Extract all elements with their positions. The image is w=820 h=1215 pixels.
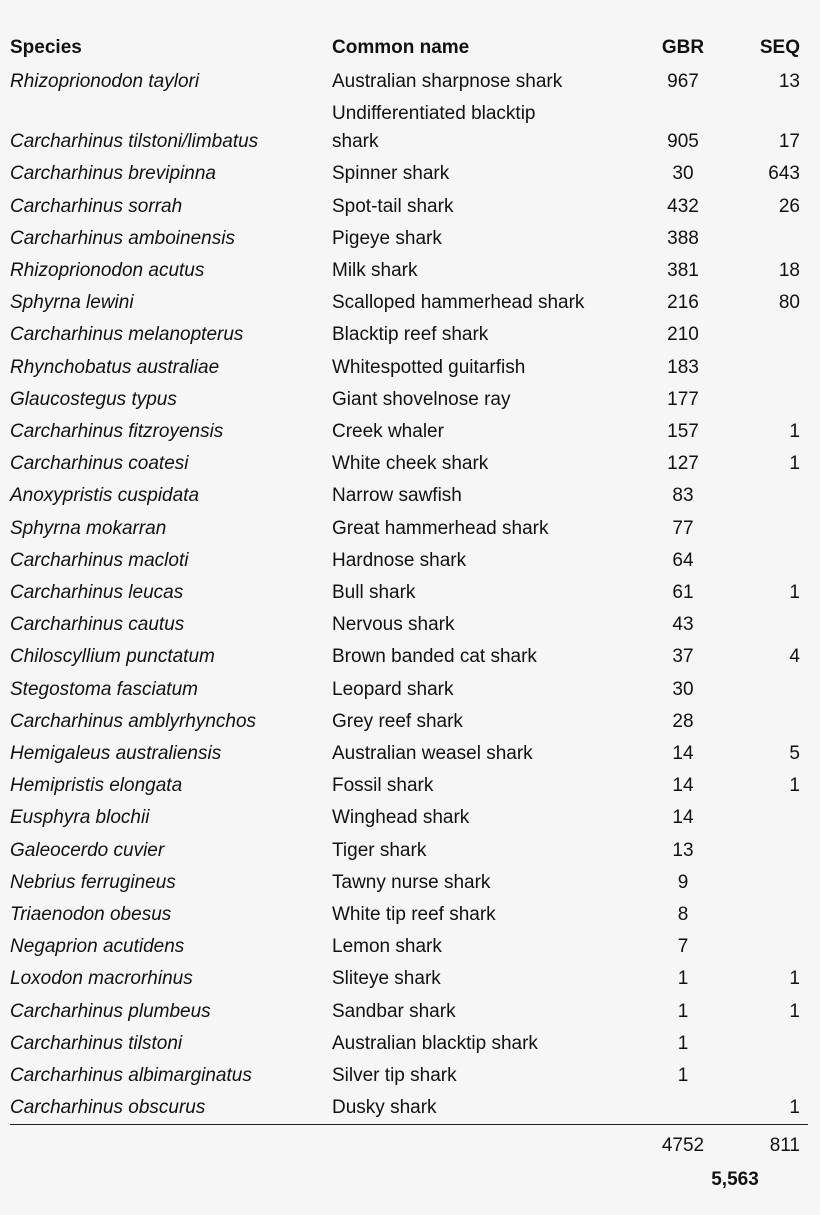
gbr-count: 183 — [667, 356, 699, 378]
species-name: Negaprion acutidens — [10, 936, 185, 958]
species-name: Carcharhinus coatesi — [10, 453, 189, 475]
common-name: Great hammerhead shark — [332, 517, 549, 539]
common-name: Pigeye shark — [332, 227, 442, 249]
species-name: Carcharhinus tilstoni/limbatus — [10, 131, 259, 153]
gbr-count: 1 — [677, 1065, 689, 1086]
table-row — [0, 517, 820, 549]
species-name: Eusphyra blochii — [10, 807, 150, 829]
seq-count: 1 — [789, 1097, 800, 1119]
gbr-total: 4752 — [661, 1135, 705, 1157]
seq-count: 1 — [789, 968, 800, 990]
species-name: Carcharhinus brevipinna — [10, 163, 216, 185]
table-row — [0, 935, 820, 967]
gbr-count: 9 — [677, 871, 689, 893]
table-header — [0, 36, 820, 64]
header-seq: SEQ — [759, 37, 800, 58]
common-name: Silver tip shark — [332, 1065, 457, 1086]
species-name: Carcharhinus fitzroyensis — [10, 421, 224, 442]
species-name: Anoxypristis cuspidata — [10, 485, 200, 507]
table-row — [0, 388, 820, 420]
gbr-count: 967 — [667, 71, 699, 92]
common-name: Hardnose shark — [332, 549, 467, 571]
table-row — [0, 871, 820, 903]
header-gbr: GBR — [661, 37, 705, 58]
gbr-count: 1 — [677, 1000, 689, 1022]
seq-count: 5 — [789, 743, 800, 764]
table-row — [0, 195, 820, 227]
table-row — [0, 613, 820, 645]
table-row — [0, 420, 820, 452]
seq-count: 1 — [789, 582, 800, 603]
common-name: Whitespotted guitarfish — [332, 356, 526, 378]
table-row — [0, 356, 820, 388]
common-name: Undifferentiated blacktip — [332, 103, 536, 125]
common-name: Creek whaler — [332, 421, 444, 442]
seq-count: 1 — [789, 775, 800, 797]
species-name: Carcharhinus amboinensis — [10, 227, 235, 249]
common-name: Australian blacktip shark — [332, 1032, 538, 1054]
common-name: Sandbar shark — [332, 1000, 456, 1022]
table-row — [0, 1096, 820, 1128]
table-row — [0, 162, 820, 194]
species-name: Triaenodon obesus — [10, 904, 172, 925]
species-name: Carcharhinus amblyrhynchos — [10, 710, 257, 732]
species-name: Nebrius ferrugineus — [10, 871, 176, 893]
species-name: Rhizoprionodon taylori — [10, 71, 200, 92]
gbr-count: 28 — [672, 710, 694, 732]
common-name: Grey reef shark — [332, 710, 463, 732]
table-row — [0, 1000, 820, 1032]
gbr-count: 37 — [672, 646, 694, 668]
seq-count: 1 — [789, 453, 800, 475]
gbr-count: 905 — [667, 131, 699, 153]
gbr-count: 432 — [667, 195, 699, 217]
header-common-name: Common name — [332, 37, 470, 58]
seq-count: 26 — [778, 195, 800, 217]
seq-count: 643 — [768, 163, 800, 185]
species-name: Rhizoprionodon acutus — [10, 260, 205, 281]
species-name: Carcharhinus obscurus — [10, 1097, 206, 1119]
gbr-count: 7 — [677, 936, 689, 958]
species-name: Sphyrna mokarran — [10, 517, 167, 539]
gbr-count: 30 — [672, 163, 694, 185]
table-row — [0, 806, 820, 838]
gbr-count: 177 — [667, 388, 699, 410]
table-row — [0, 452, 820, 484]
table-row — [0, 710, 820, 742]
grand-total: 5,563 — [711, 1169, 759, 1191]
common-name: Lemon shark — [332, 936, 442, 958]
table-row — [0, 259, 820, 291]
species-name: Stegostoma fasciatum — [10, 678, 198, 700]
seq-count: 80 — [778, 292, 800, 314]
common-name: Nervous shark — [332, 614, 455, 636]
gbr-count: 77 — [672, 517, 694, 539]
species-name: Loxodon macrorhinus — [10, 968, 193, 990]
table-row — [0, 70, 820, 102]
total-rule — [10, 1124, 808, 1125]
table-row — [0, 678, 820, 710]
common-name: Tiger shark — [332, 839, 427, 861]
species-name: Carcharhinus albimarginatus — [10, 1065, 252, 1086]
common-name: White cheek shark — [332, 453, 489, 475]
species-name: Chiloscyllium punctatum — [10, 646, 215, 668]
table-row — [0, 227, 820, 259]
table-row — [0, 903, 820, 935]
common-name: Fossil shark — [332, 775, 434, 797]
gbr-count: 64 — [672, 549, 694, 571]
seq-total: 811 — [769, 1135, 800, 1157]
seq-count: 18 — [778, 260, 800, 281]
table-row — [0, 102, 820, 153]
gbr-count: 14 — [672, 743, 694, 764]
common-name: Leopard shark — [332, 678, 454, 700]
table-row — [0, 742, 820, 774]
seq-count: 17 — [778, 131, 800, 153]
common-name: Australian sharpnose shark — [332, 71, 563, 92]
table-row — [0, 323, 820, 355]
seq-count: 1 — [789, 421, 800, 442]
gbr-count: 388 — [667, 227, 699, 249]
species-name: Carcharhinus leucas — [10, 582, 184, 603]
gbr-count: 381 — [667, 260, 699, 281]
common-name: Scalloped hammerhead shark — [332, 292, 585, 314]
table-row — [0, 1064, 820, 1096]
common-name: Blacktip reef shark — [332, 324, 489, 346]
gbr-count: 8 — [677, 904, 689, 925]
species-name: Carcharhinus macloti — [10, 549, 189, 571]
species-name: Rhynchobatus australiae — [10, 356, 220, 378]
species-name: Carcharhinus sorrah — [10, 195, 183, 217]
table-row — [0, 967, 820, 999]
common-name: Brown banded cat shark — [332, 646, 537, 668]
gbr-count: 1 — [677, 1032, 689, 1054]
seq-count: 13 — [778, 71, 800, 92]
common-name: Milk shark — [332, 260, 418, 281]
table-row — [0, 1032, 820, 1064]
table-row — [0, 291, 820, 323]
species-name: Sphyrna lewini — [10, 292, 134, 314]
table-row — [0, 839, 820, 871]
gbr-count: 30 — [672, 678, 694, 700]
common-name: Dusky shark — [332, 1097, 437, 1119]
gbr-count: 43 — [672, 614, 694, 636]
seq-count: 4 — [789, 646, 800, 668]
table-row — [0, 484, 820, 516]
gbr-count: 61 — [672, 582, 694, 603]
common-name: Sliteye shark — [332, 968, 441, 990]
common-name-line2: shark — [332, 131, 379, 153]
species-name: Glaucostegus typus — [10, 388, 177, 410]
common-name: Spot-tail shark — [332, 195, 454, 217]
header-species: Species — [10, 37, 82, 58]
gbr-count: 1 — [677, 968, 689, 990]
gbr-count: 13 — [672, 839, 694, 861]
gbr-count: 216 — [667, 292, 699, 314]
species-name: Hemipristis elongata — [10, 775, 183, 797]
gbr-count: 14 — [672, 807, 694, 829]
species-name: Carcharhinus plumbeus — [10, 1000, 211, 1022]
common-name: Giant shovelnose ray — [332, 388, 511, 410]
gbr-count: 14 — [672, 775, 694, 797]
table-row — [0, 774, 820, 806]
common-name: White tip reef shark — [332, 904, 496, 925]
table-row — [0, 549, 820, 581]
species-name: Carcharhinus cautus — [10, 614, 185, 636]
common-name: Winghead shark — [332, 807, 470, 829]
gbr-count: 127 — [667, 453, 699, 475]
gbr-count: 83 — [672, 485, 694, 507]
gbr-count: 157 — [667, 421, 699, 442]
species-name: Hemigaleus australiensis — [10, 743, 222, 764]
gbr-count: 210 — [667, 324, 699, 346]
common-name: Australian weasel shark — [332, 743, 533, 764]
common-name: Narrow sawfish — [332, 485, 462, 507]
species-name: Carcharhinus melanopterus — [10, 324, 244, 346]
common-name: Spinner shark — [332, 163, 450, 185]
common-name: Bull shark — [332, 582, 416, 603]
seq-count: 1 — [789, 1000, 800, 1022]
species-name: Carcharhinus tilstoni — [10, 1032, 183, 1054]
common-name: Tawny nurse shark — [332, 871, 491, 893]
table-row — [0, 645, 820, 677]
table-row — [0, 581, 820, 613]
species-name: Galeocerdo cuvier — [10, 839, 165, 861]
